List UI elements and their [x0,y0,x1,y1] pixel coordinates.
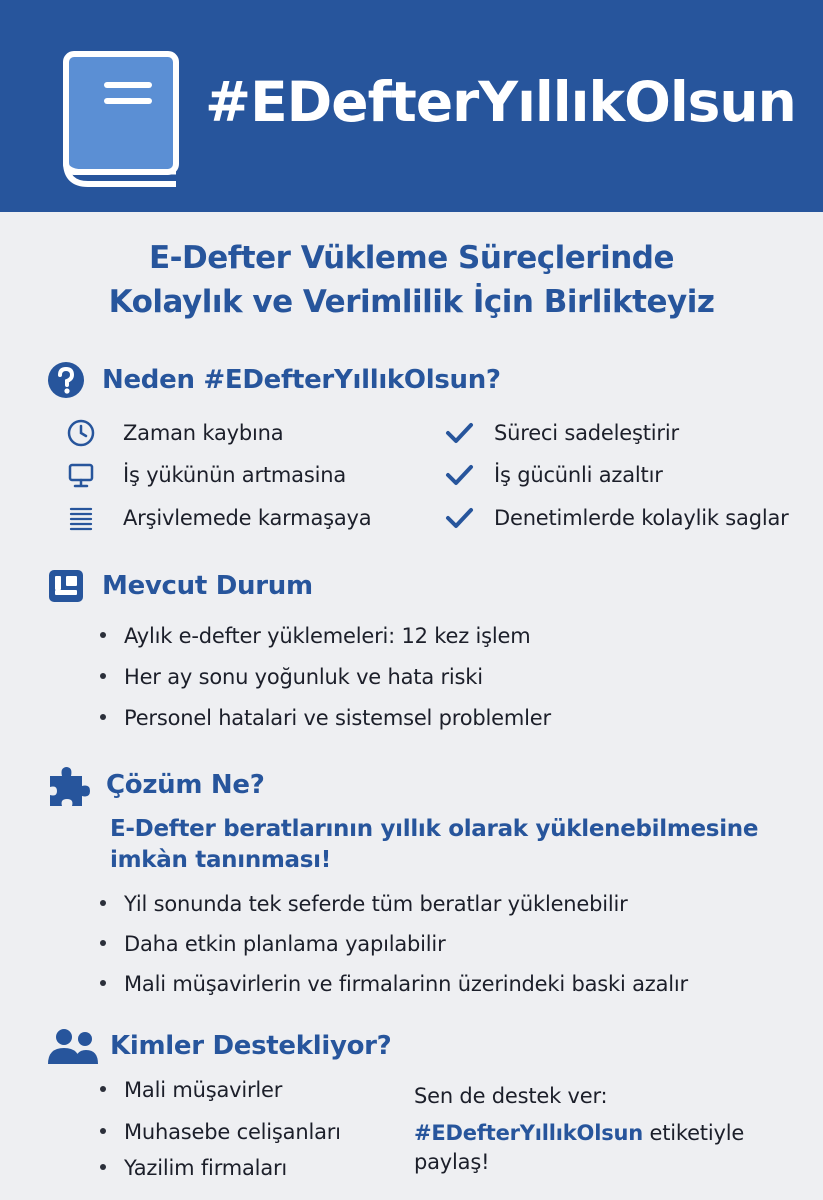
cta-line1: Sen de destek ver: [414,1084,608,1108]
solution-highlight [110,814,758,876]
problem-item [66,418,283,448]
supporter-item-text: Mali müşavirler [124,1078,283,1102]
solution-item-text: Mali müşavirlerin ve firmalarinn üzerindeki baski azalır [124,972,688,996]
benefit-item [444,460,663,490]
puzzle-icon [46,762,92,808]
cta-hashtag: #EDefterYıllıkOlsun [414,1121,644,1145]
problem-text: Arşivlemede karmaşaya [123,506,372,530]
section-solution-heading [46,762,265,808]
solution-highlight-line1: E-Defter beratlarının yıllık olarak yüklenebilmesine [110,816,759,842]
call-to-action [414,1078,744,1181]
supporter-item-text: Muhasebe celişanları [124,1120,341,1144]
section-supporters-heading [44,1026,391,1066]
dashboard-icon [46,566,86,606]
section-why-title: Neden #EDefterYıllıkOlsun? [102,365,501,395]
bullet-dot [100,1164,106,1170]
solution-item [100,932,446,956]
benefit-item [444,503,789,533]
solution-highlight-line2: imkàn tanınması! [110,847,331,873]
hashtag-title: #EDefterYıllıkOlsun [205,70,796,134]
current-item-text: Her ay sonu yoğunluk ve hata riski [124,665,483,689]
current-item [100,665,483,689]
bullet-dot [100,980,106,986]
section-current-title: Mevcut Durum [102,571,313,601]
problem-item [66,460,346,490]
page-title [0,236,823,324]
bullet-dot [100,940,106,946]
benefit-item [444,418,679,448]
problem-item [66,503,371,533]
page-title-line2: Kolaylık ve Verimlilik İçin Birlikteyiz [108,284,715,320]
supporter-item [100,1078,282,1102]
bullet-dot [100,673,106,679]
bullet-dot [100,714,106,720]
solution-item-text: Yil sonunda tek seferde tüm beratlar yüklenebilir [124,892,628,916]
page-title-line1: E-Defter Vükleme Süreçlerinde [149,240,674,276]
current-item-text: Aylık e-defter yüklemeleri: 12 kez işlem [124,624,531,648]
archive-icon [66,503,96,533]
supporter-item [100,1120,341,1144]
problem-text: İş yükünün artmasina [123,463,346,487]
section-supporters-title: Kimler Destekliyor? [110,1031,392,1061]
check-icon [444,418,474,448]
book-icon [58,46,184,192]
check-icon [444,503,474,533]
clock-icon [66,418,96,448]
solution-item [100,972,688,996]
bullet-dot [100,1128,106,1134]
section-why-heading [46,360,501,400]
bullet-dot [100,900,106,906]
current-item [100,706,551,730]
problem-text: Zaman kaybına [123,421,284,445]
question-icon [46,360,86,400]
section-solution-title: Çözüm Ne? [106,770,265,800]
monitor-icon [66,460,96,490]
supporter-item [100,1156,287,1180]
cta-line3: paylaş! [414,1150,490,1174]
benefit-text: Süreci sadeleştirir [494,421,679,445]
bullet-dot [100,632,106,638]
bullet-dot [100,1086,106,1092]
cta-tag-suffix: etiketiyle [643,1121,745,1145]
section-current-heading [46,566,313,606]
current-item-text: Personel hatalari ve sistemsel problemler [124,706,551,730]
benefit-text: İş gücünli azaltır [494,463,663,487]
current-item [100,624,531,648]
solution-item-text: Daha etkin planlama yapılabilir [124,932,446,956]
solution-item [100,892,628,916]
supporter-item-text: Yazilim firmaları [124,1156,288,1180]
header-banner [0,0,823,212]
benefit-text: Denetimlerde kolaylik saglar [494,506,789,530]
check-icon [444,460,474,490]
users-icon [44,1026,102,1066]
